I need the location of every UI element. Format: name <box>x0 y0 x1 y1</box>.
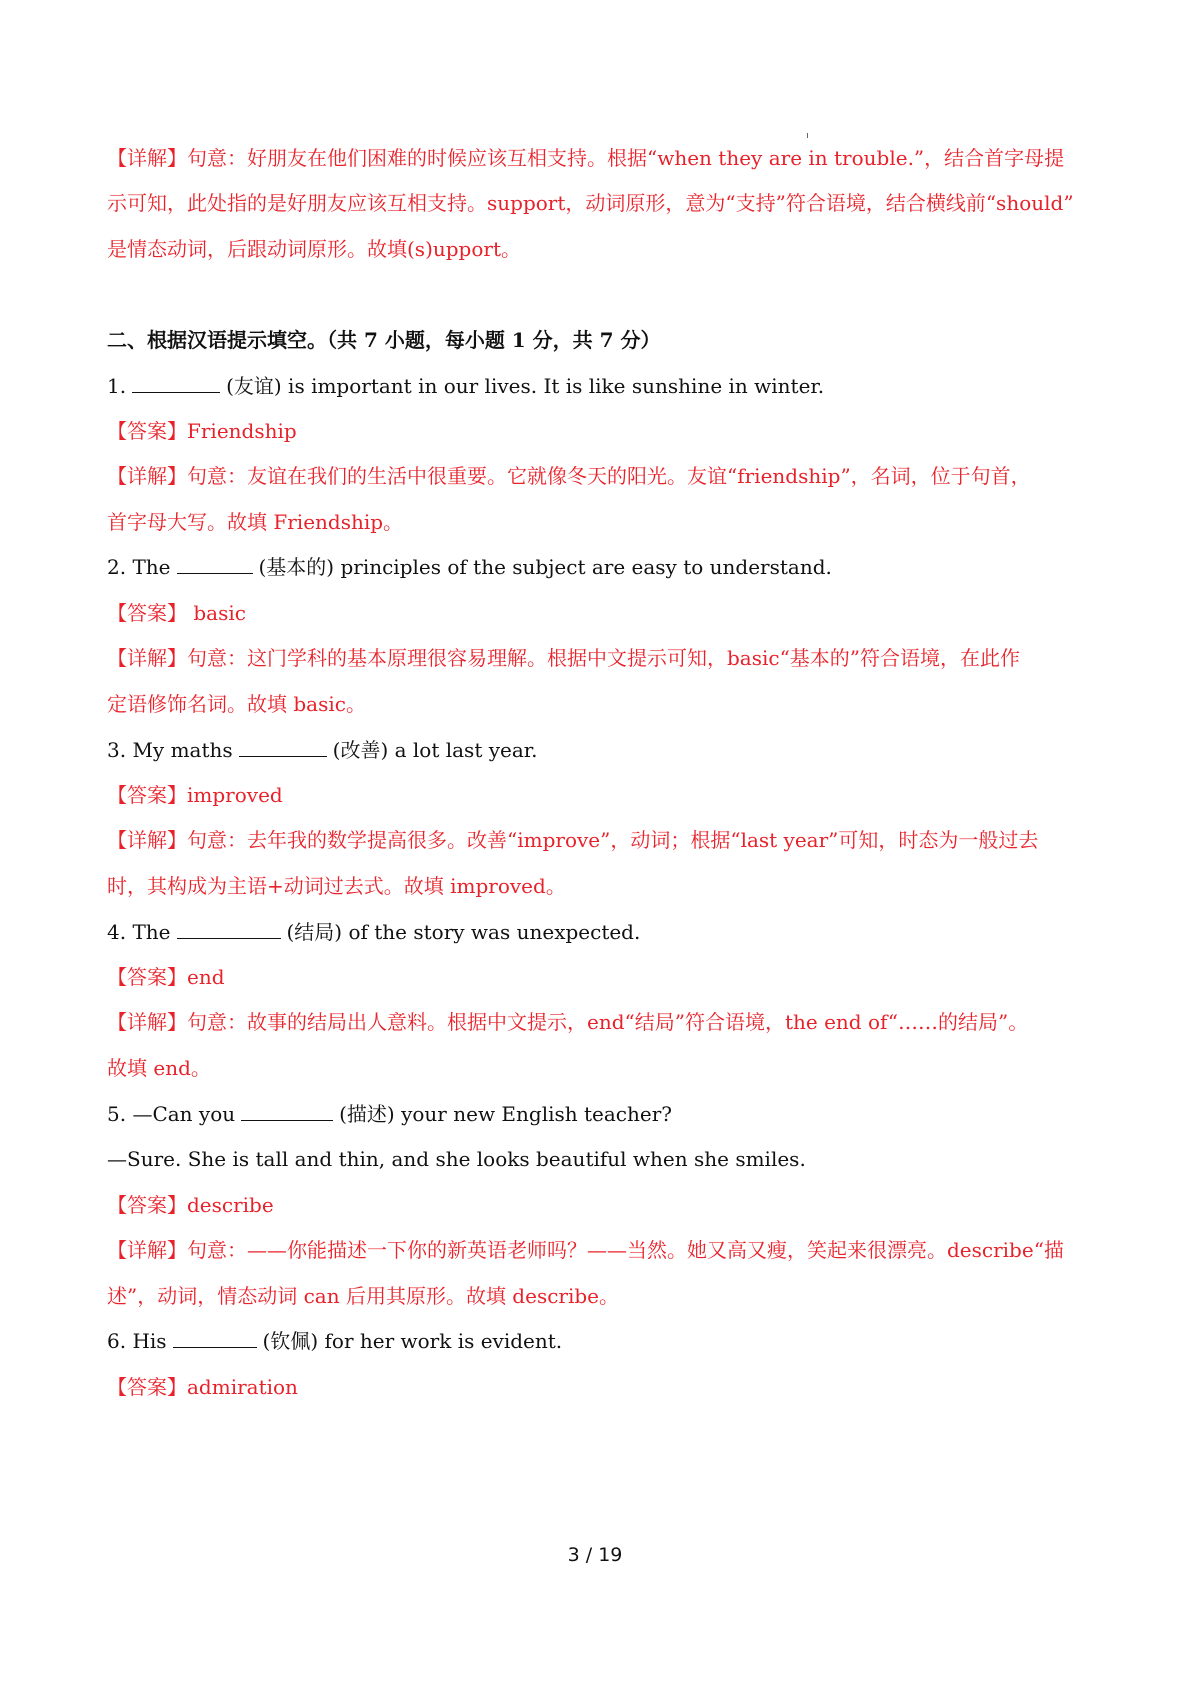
question-3-explanation-line-2: 时，其构成为主语+动词过去式。故填 improved。 <box>107 874 566 898</box>
question-1-explanation-line-1: 【详解】句意：友谊在我们的生活中很重要。它就像冬天的阳光。友谊“friendship”，名词，位于句首， <box>107 464 1031 488</box>
section-heading: 二、根据汉语提示填空。（共 7 小题，每小题 1 分，共 7 分） <box>107 328 661 352</box>
question-2-blank <box>177 555 253 574</box>
question-1-explanation-line-2: 首字母大写。故填 Friendship。 <box>107 510 404 534</box>
question-1-text: (友谊) is important in our lives. It is like sunshine in winter. <box>226 374 825 398</box>
question-4 <box>107 919 1092 945</box>
question-4-text: (结局) of the story was unexpected. <box>286 920 641 944</box>
question-5-prefix: 5. —Can you <box>107 1102 236 1126</box>
question-1 <box>107 373 1092 399</box>
question-2-explanation-line-2: 定语修饰名词。故填 basic。 <box>107 692 366 716</box>
question-2-text: (基本的) principles of the subject are easy to understand. <box>258 555 832 579</box>
question-1-prefix: 1. <box>107 374 127 398</box>
question-6-answer: 【答案】admiration <box>107 1375 298 1399</box>
question-1-blank <box>132 374 220 393</box>
question-4-explanation-line-1: 【详解】句意：故事的结局出人意料。根据中文提示，end“结局”符合语境，the end of“……的结局”。 <box>107 1010 1029 1034</box>
question-6-blank <box>173 1329 257 1348</box>
scan-mark <box>807 133 808 138</box>
question-6-text: (钦佩) for her work is evident. <box>262 1329 563 1353</box>
intro-explanation-line-3: 是情态动词，后跟动词原形。故填(s)upport。 <box>107 237 521 261</box>
question-5-explanation-line-2: 述”，动词，情态动词 can 后用其原形。故填 describe。 <box>107 1284 620 1308</box>
question-5-blank <box>241 1102 333 1121</box>
question-2-prefix: 2. The <box>107 555 171 579</box>
question-4-blank <box>177 920 281 939</box>
question-2-answer: 【答案】 basic <box>107 601 246 625</box>
intro-explanation-line-1: 【详解】句意：好朋友在他们困难的时候应该互相支持。根据“when they are in trouble.”，结合首字母提 <box>107 146 1065 170</box>
question-2-explanation-line-1: 【详解】句意：这门学科的基本原理很容易理解。根据中文提示可知，basic“基本的”符合语境，在此作 <box>107 646 1021 670</box>
question-3-text: (改善) a lot last year. <box>332 738 538 762</box>
question-3-prefix: 3. My maths <box>107 738 233 762</box>
question-3-answer: 【答案】improved <box>107 783 283 807</box>
question-3-explanation-line-1: 【详解】句意：去年我的数学提高很多。改善“improve”，动词；根据“last year”可知，时态为一般过去 <box>107 828 1039 852</box>
question-4-explanation-line-2: 故填 end。 <box>107 1056 211 1080</box>
question-5 <box>107 1101 1092 1127</box>
question-6-prefix: 6. His <box>107 1329 167 1353</box>
question-5-text: (描述) your new English teacher? <box>339 1102 672 1126</box>
question-6 <box>107 1328 1092 1354</box>
question-5-explanation-line-1: 【详解】句意：——你能描述一下你的新英语老师吗？——当然。她又高又瘦，笑起来很漂亮。describe“描 <box>107 1238 1064 1262</box>
question-4-answer: 【答案】end <box>107 965 225 989</box>
page-number: 3 / 19 <box>567 1544 623 1566</box>
question-5-response: —Sure. She is tall and thin, and she looks beautiful when she smiles. <box>107 1147 806 1171</box>
question-4-prefix: 4. The <box>107 920 171 944</box>
question-1-answer: 【答案】Friendship <box>107 419 297 443</box>
question-3-blank <box>239 738 327 757</box>
intro-explanation-line-2: 示可知，此处指的是好朋友应该互相支持。support，动词原形，意为“支持”符合语境，结合横线前“should” <box>107 191 1074 215</box>
question-2 <box>107 554 1092 580</box>
question-5-answer: 【答案】describe <box>107 1193 274 1217</box>
question-3 <box>107 737 1092 763</box>
